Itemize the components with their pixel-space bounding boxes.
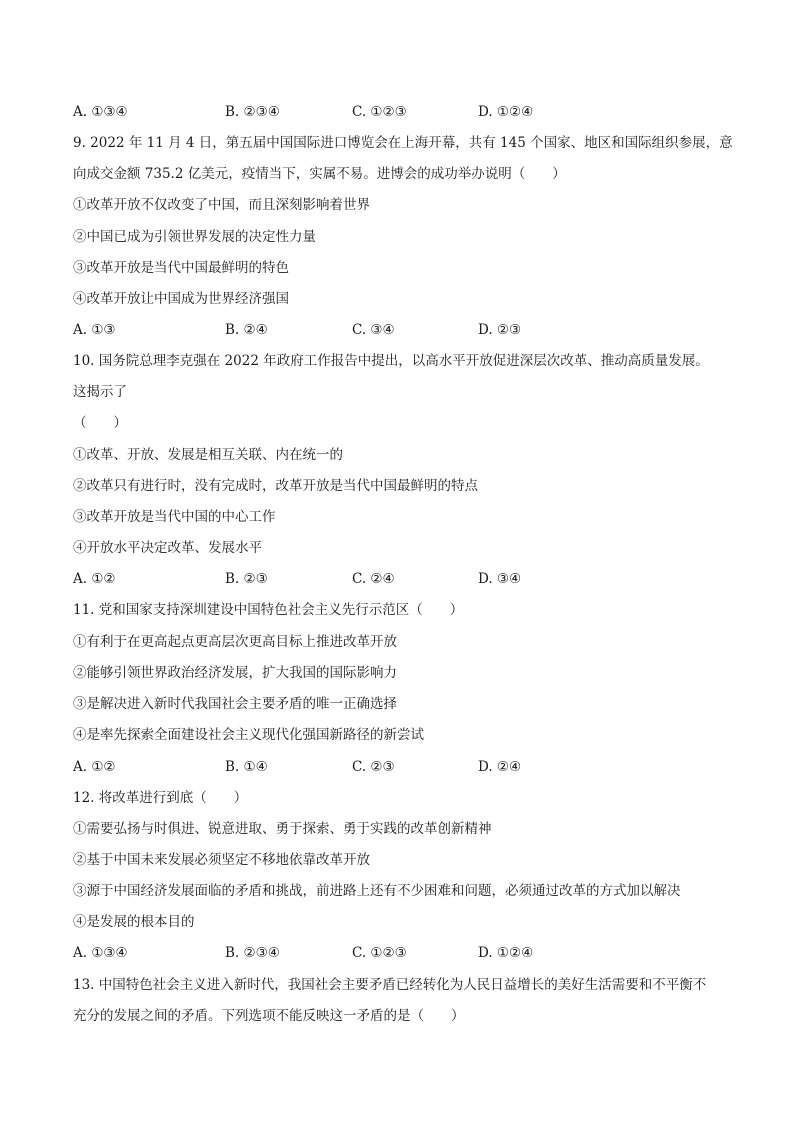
- q12-item-4: ④是发展的根本目的: [73, 914, 195, 930]
- q9-option-a: A. ①③: [73, 322, 116, 338]
- q11-option-a: A. ①②: [73, 759, 116, 775]
- q13-stem-line1: 13. 中国特色社会主义进入新时代，我国社会主要矛盾已经转化为人民日益增长的美好生活需要和不平衡不: [73, 977, 707, 993]
- q12-options: [73, 943, 713, 963]
- q10-item-3: ③改革开放是当代中国的中心工作: [73, 509, 276, 525]
- q8-option-c: C. ①②③: [352, 104, 407, 120]
- q11-option-b: B. ①④: [225, 759, 268, 775]
- q11-option-d: D. ②④: [478, 759, 522, 775]
- q9-item-4: ④改革开放让中国成为世界经济强国: [73, 291, 289, 307]
- q11-option-c: C. ②③: [352, 759, 395, 775]
- q9-option-c: C. ③④: [352, 322, 395, 338]
- q12-option-b: B. ②③④: [225, 945, 280, 961]
- q10-stem-line3: （ ）: [73, 415, 127, 431]
- q11-stem-line1: 11. 党和国家支持深圳建设中国特色社会主义先行示范区（ ）: [73, 602, 464, 618]
- q10-stem-line2: 这揭示了: [73, 384, 127, 400]
- q11-item-2: ②能够引领世界政治经济发展，扩大我国的国际影响力: [73, 665, 397, 681]
- q9-stem-line1: 9. 2022 年 11 月 4 日，第五届中国国际进口博览会在上海开幕，共有 145 个国家、地区和国际组织参展，意: [73, 135, 733, 151]
- q10-option-d: D. ③④: [478, 571, 522, 587]
- q12-stem-line1: 12. 将改革进行到底（ ）: [73, 790, 248, 806]
- q11-item-1: ①有利于在更高起点更高层次更高目标上推进改革开放: [73, 634, 397, 650]
- q12-item-3: ③源于中国经济发展面临的矛盾和挑战，前进路上还有不少困难和问题，必须通过改革的方式加以解决: [73, 883, 681, 899]
- q9-stem-line2: 向成交金额 735.2 亿美元，疫情当下，实属不易。进博会的成功举办说明（ ）: [73, 166, 566, 182]
- q11-options: [73, 757, 713, 777]
- q10-option-c: C. ②④: [352, 571, 395, 587]
- q8-options: [73, 102, 713, 122]
- q8-option-b: B. ②③④: [225, 104, 280, 120]
- q9-option-b: B. ②④: [225, 322, 268, 338]
- q10-options: [73, 569, 713, 589]
- q8-option-d: D. ①②④: [478, 104, 534, 120]
- q11-item-3: ③是解决进入新时代我国社会主要矛盾的唯一正确选择: [73, 696, 397, 712]
- q12-option-d: D. ①②④: [478, 945, 534, 961]
- q12-option-c: C. ①②③: [352, 945, 407, 961]
- q10-item-4: ④开放水平决定改革、发展水平: [73, 540, 262, 556]
- q9-item-1: ①改革开放不仅改变了中国，而且深刻影响着世界: [73, 197, 370, 213]
- q9-options: [73, 320, 713, 340]
- q10-item-2: ②改革只有进行时，没有完成时，改革开放是当代中国最鲜明的特点: [73, 478, 478, 494]
- q12-item-1: ①需要弘扬与时俱进、锐意进取、勇于探索、勇于实践的改革创新精神: [73, 821, 492, 837]
- q10-option-b: B. ②③: [225, 571, 268, 587]
- q10-option-a: A. ①②: [73, 571, 116, 587]
- q12-item-2: ②基于中国未来发展必须坚定不移地依靠改革开放: [73, 852, 370, 868]
- q10-item-1: ①改革、开放、发展是相互关联、内在统一的: [73, 447, 343, 463]
- q9-item-2: ②中国已成为引领世界发展的决定性力量: [73, 229, 316, 245]
- q13-stem-line2: 充分的发展之间的矛盾。下列选项不能反映这一矛盾的是（ ）: [73, 1008, 465, 1024]
- q12-option-a: A. ①③④: [73, 945, 128, 961]
- q9-option-d: D. ②③: [478, 322, 522, 338]
- q9-item-3: ③改革开放是当代中国最鲜明的特色: [73, 260, 289, 276]
- q11-item-4: ④是率先探索全面建设社会主义现代化强国新路径的新尝试: [73, 727, 424, 743]
- q8-option-a: A. ①③④: [73, 104, 128, 120]
- q10-stem-line1: 10. 国务院总理李克强在 2022 年政府工作报告中提出，以高水平开放促进深层次改革、推动高质量发展。: [73, 353, 709, 369]
